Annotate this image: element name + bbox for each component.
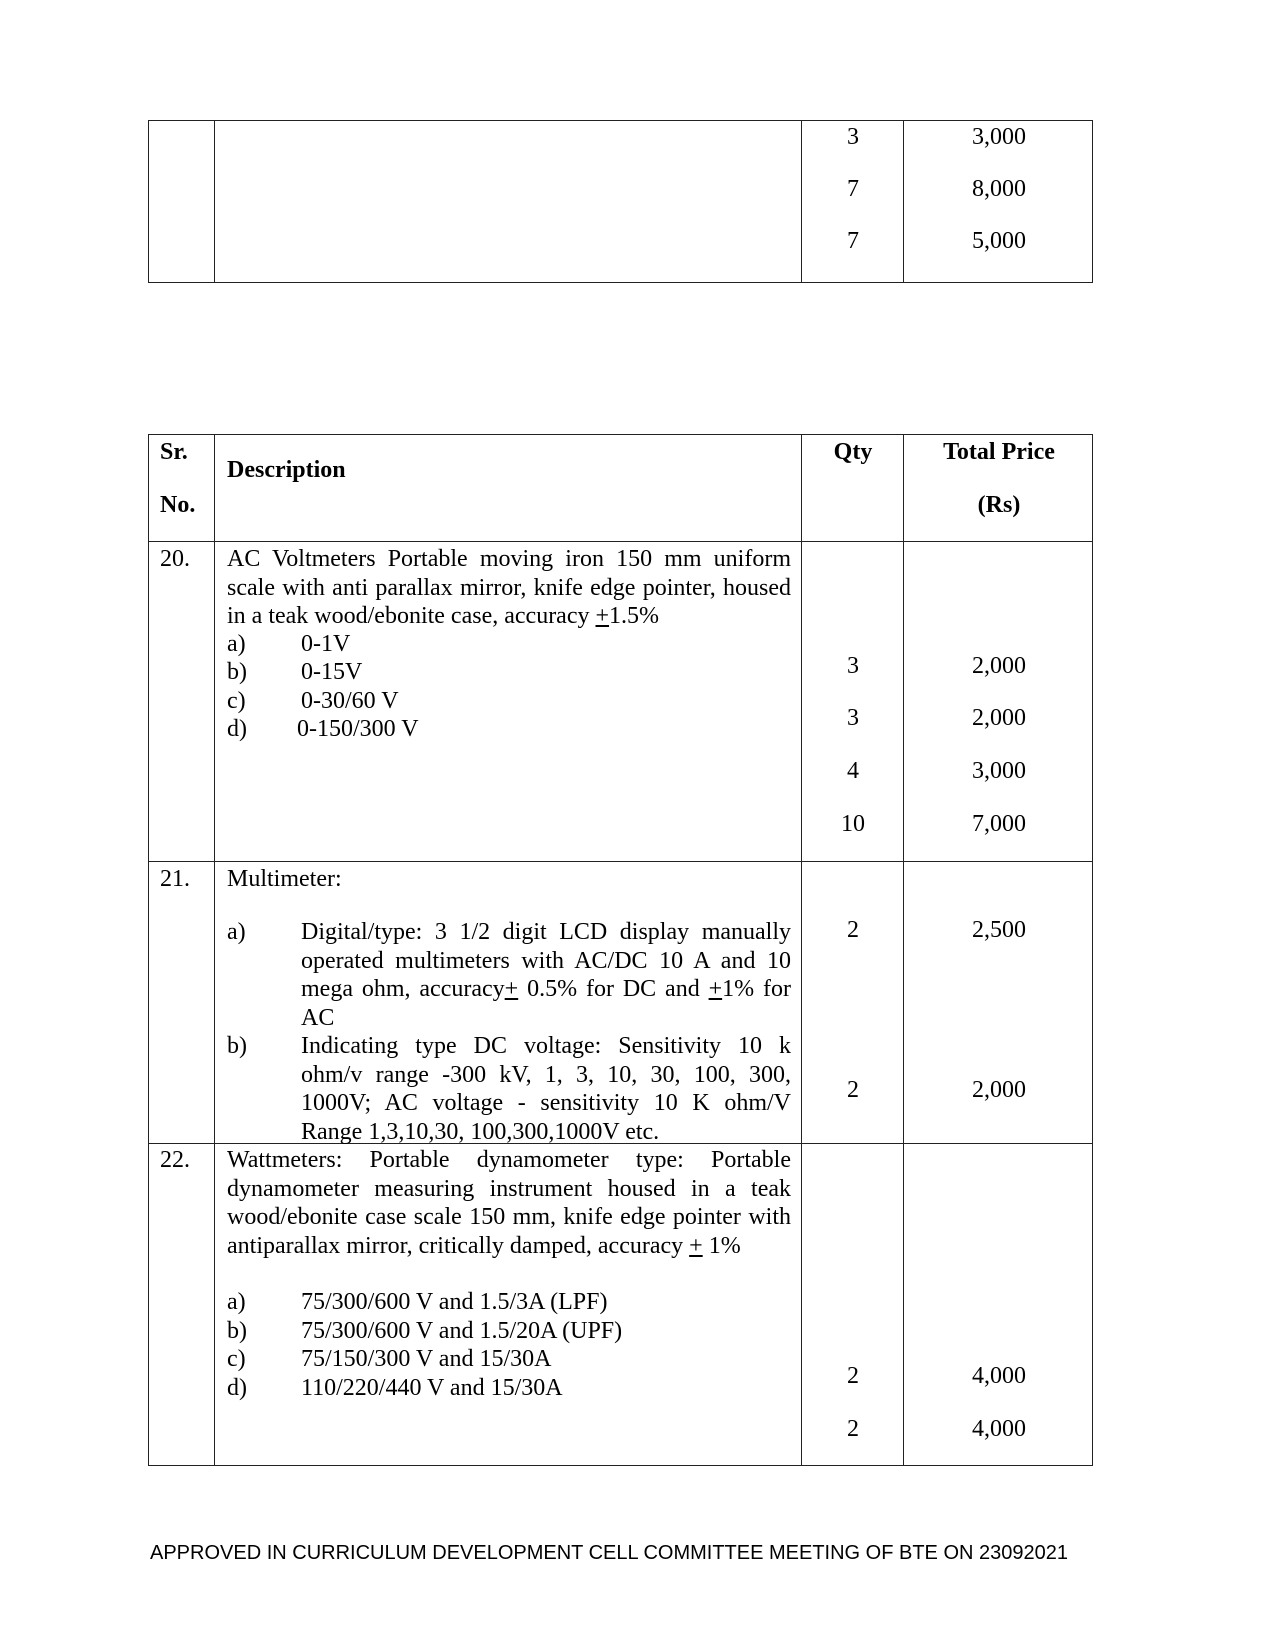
sub-item-letter: b) (227, 1033, 247, 1059)
plus-minus-symbol: + (689, 1232, 703, 1259)
column-divider (903, 434, 904, 1466)
sub-item-letter: a) (227, 631, 246, 657)
table-cell-qty: 4 (847, 758, 859, 784)
column-divider (801, 434, 802, 1466)
table-cell-qty: 10 (841, 811, 865, 837)
header-total-price: Total Price (943, 439, 1055, 465)
table-cell-price: 2,000 (972, 705, 1026, 731)
sub-item-letter: a) (227, 919, 246, 945)
header-no: No. (160, 492, 196, 518)
header-sr: Sr. (160, 439, 188, 465)
sub-item-text: 0-30/60 V (301, 688, 399, 714)
column-divider (214, 120, 215, 283)
sub-item-text: 0-1V (301, 631, 351, 657)
plus-minus-symbol: + (504, 976, 519, 1002)
table-cell-qty: 2 (847, 1077, 859, 1103)
table-cell-price: 8,000 (972, 176, 1026, 202)
table-cell-qty: 7 (847, 176, 859, 202)
sub-item-letter: b) (227, 1318, 247, 1344)
sub-item-text: 75/300/600 V and 1.5/20A (UPF) (301, 1318, 623, 1344)
table-cell-price: 7,000 (972, 811, 1026, 837)
table-cell-price: 2,000 (972, 653, 1026, 679)
sub-item-text: Digital/type: 3 1/2 digit LCD display manually operated multimeters with AC/DC 10 A and 10 mega ohm, accuracy+ 0.5% for DC and +1% for AC (301, 919, 791, 1031)
column-divider (903, 120, 904, 283)
table-cell-price: 2,500 (972, 917, 1026, 943)
sub-item-letter: b) (227, 659, 247, 685)
plus-minus-symbol: + (708, 976, 723, 1002)
sub-item-letter: c) (227, 688, 246, 714)
sub-item-letter: c) (227, 1346, 246, 1372)
sub-item-text: Indicating type DC voltage: Sensitivity 10 k ohm/v range -300 kV, 1, 3, 10, 30, 100, 300, 1000V; AC voltage - sensitivity 10 K ohm/V Range 1,3,10,30, 100,300,1000V etc. (301, 1033, 791, 1145)
table-cell-qty: 3 (847, 124, 859, 150)
sub-item-text: 0-15V (301, 659, 363, 685)
table-cell-price: 3,000 (972, 758, 1026, 784)
table-cell-qty: 3 (847, 653, 859, 679)
row-divider (148, 861, 1093, 862)
serial-number: 22. (160, 1147, 190, 1173)
table-cell-qty: 7 (847, 228, 859, 254)
sub-item-text: 75/150/300 V and 15/30A (301, 1346, 552, 1372)
sub-item-text: 0-150/300 V (297, 716, 419, 742)
approval-footer: APPROVED IN CURRICULUM DEVELOPMENT CELL COMMITTEE MEETING OF BTE ON 23092021 (150, 1542, 1068, 1564)
item-title: Multimeter: (227, 866, 342, 892)
sub-item-text: 75/300/600 V and 1.5/3A (LPF) (301, 1289, 608, 1315)
table-cell-qty: 2 (847, 917, 859, 943)
header-currency: (Rs) (977, 492, 1021, 518)
sub-item-text: 110/220/440 V and 15/30A (301, 1375, 563, 1401)
row-divider (148, 541, 1093, 542)
column-divider (214, 434, 215, 1466)
sub-item-letter: d) (227, 1375, 247, 1401)
sub-item-letter: d) (227, 716, 247, 742)
plus-minus-symbol: + (595, 603, 610, 629)
column-divider (801, 120, 802, 283)
serial-number: 21. (160, 866, 190, 892)
table-cell-price: 4,000 (972, 1416, 1026, 1442)
table-cell-price: 5,000 (972, 228, 1026, 254)
item-description: AC Voltmeters Portable moving iron 150 mm uniform scale with anti parallax mirror, knife edge pointer, housed in a teak wood/ebonite case, accuracy +1.5% (227, 546, 791, 629)
table-cell-price: 3,000 (972, 124, 1026, 150)
header-description: Description (227, 457, 346, 483)
table-cell-qty: 2 (847, 1416, 859, 1442)
table-cell-qty: 2 (847, 1363, 859, 1389)
item-description: Wattmeters: Portable dynamometer type: Portable dynamometer measuring instrument housed in a teak wood/ebonite case scale 150 mm, knife edge pointer with antiparallax mirror, critically damped, accuracy + 1% (227, 1147, 791, 1259)
serial-number: 20. (160, 546, 190, 572)
header-qty: Qty (833, 439, 873, 465)
table-cell-price: 2,000 (972, 1077, 1026, 1103)
sub-item-letter: a) (227, 1289, 246, 1315)
table-cell-price: 4,000 (972, 1363, 1026, 1389)
table-cell-qty: 3 (847, 705, 859, 731)
